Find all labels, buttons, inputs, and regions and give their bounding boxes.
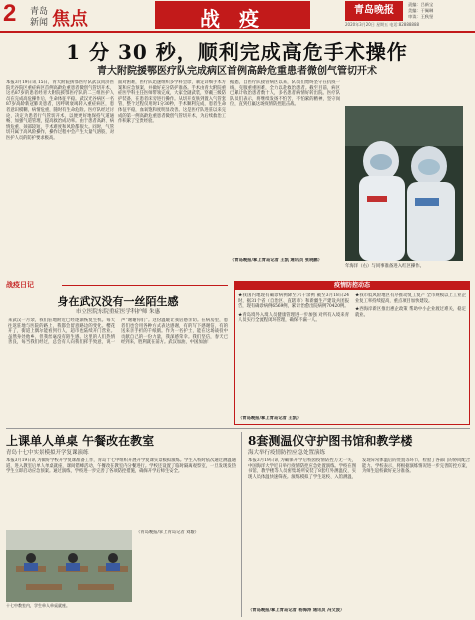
editor-credit: 责编：吕新宝 bbox=[408, 2, 434, 7]
main-headline: 1 分 30 秒，顺利完成高危手术操作 bbox=[66, 40, 408, 64]
main-article-byline: （青岛晚报/掌上青岛记者 王凯 通讯员 张晓鹏） bbox=[230, 258, 322, 263]
main-subheadline: 青大附院援鄂医疗队完成病区首例高龄危重患者微创气管切开术 bbox=[97, 66, 377, 77]
story2-title: 上课单人单桌 午餐改在教室 bbox=[6, 434, 155, 448]
masthead bbox=[0, 0, 475, 30]
photo-caption: 年海洋（右）与同事准备进入红区操作。 bbox=[345, 264, 425, 269]
diary-subtitle: 市立医院东院重症医学科护师 朱惠 bbox=[75, 309, 161, 315]
story3-byline: （青岛晚报/掌上青岛记者 杨海涛 通讯员 冯文波） bbox=[248, 608, 345, 613]
classroom-illustration bbox=[6, 530, 132, 602]
news-brief-item: ★我国内地现有确诊病例降至六千余例 截至3月18日24时，据31个省（自治区、直辖市）和新疆生产建设兵团报告，现有确诊病例6569例，累计治愈出院病例70420例。 bbox=[238, 293, 349, 310]
news-brief-header: 疫情防控动态 bbox=[234, 281, 470, 290]
medical-workers-photo bbox=[345, 106, 463, 261]
news-brief-item: ★青岛境外入境人员健康管理进一步加强 对所有入境来青人员实行全流程闭环管理，确保不漏一人。 bbox=[238, 312, 349, 324]
main-article-col1: 本报3月19日讯 15日，青大附院援鄂医疗队武汉同济医院光谷院区重症病区首例高龄危重患者微创气管切开术，这名87岁的患者经青大附院援鄂医疗队的二三组医护人员在完成高危操作后，生命体征平稳。武汉光谷病区一名87岁高龄新冠肺炎患者，因呼吸衰竭转入重症病区，患者意识模糊，病情危重，随时有生命危险。医疗队经过讨论，决定为患者行气管切开术，以便更好地保持气道通畅、加强气道管理，提高救治成功率。由于患者高龄、病情危重、颈部较短，手术难度和风险都很大。同时，气管切开属于高风险操作，操作过程中会产生大量气溶胶，对医护人员的防护要求极高。 bbox=[6, 80, 114, 141]
story2-subtitle: 青岛十七中实景模拟开学复课演练 bbox=[6, 450, 89, 456]
news-brief-item: ★我市低风险地区有序推动复工复产 全市规模以上工业企业复工率持续提高，重点项目加快建设。 bbox=[355, 293, 466, 304]
story2-byline: （青岛晚报/掌上青岛记者 刘璇） bbox=[136, 530, 199, 535]
section-label-line2: 新闻 bbox=[30, 18, 49, 28]
editor-credit: 审读：王秋坚 bbox=[408, 14, 434, 19]
story3-subtitle: 海大举行疫情防控应急处置演练 bbox=[248, 450, 326, 456]
story3-body: 本报3月19日讯 为确保开学后校园疫情防控万无一失，中国海洋大学近日举行疫情防控应急处置演练。学校在图书馆、教学楼等人员密集场所安装了8套红外测温仪，实现人员体温快速筛查。演练模拟了学生返校、入馆测温、发现异常体温后的处置等环节，检验了各部门的协同配合能力。学校表示，将根据演练情况进一步完善防控方案，为师生返校做好充分准备。 bbox=[248, 458, 470, 480]
editor-credit: 美编：于佩琳 bbox=[408, 8, 434, 13]
header-rule bbox=[0, 31, 475, 33]
diary-body: 来武汉一月余，我们驻地附近已经逐渐恢复生机。每天往返驻地与医院的路上，我都会留意路边的变化。樱花开了，街道上偶尔能看到行人，超市也陆续开门营业。虽然身处他乡，但我丝毫没有陌生感。这里的人们热情善良，每当我们经过，总会有人向我们挥手致意，说一声“谢谢你们”。这份温暖让我倍感亲切。在病房里，患者们也会用各种方式表达感谢，有的写下感谢信，有的送来亲手折的千纸鹤。作为一名护士，能在这场战役中贡献自己的一份力量，我深感荣幸。我们坚信，春天已经到来，胜利就在前方。武汉加油，中国加油！ bbox=[8, 318, 228, 346]
editor-credits bbox=[408, 2, 433, 20]
photo-illustration bbox=[345, 106, 463, 261]
banner-text: 战 疫 bbox=[200, 7, 265, 31]
main-article-col2: 面对困难，医疗队迅速组织多学科会诊，制定详细手术方案和应急预案，并做好充分防护准备。手术由青大附院重症医学科主任医师带领完成，大家全副武装，穿戴三级防护装备，在患者床旁进行操作。从切开皮肤到置入气管套管，整个过程仅用时1分30秒，手术顺利完成，患者生命体征平稳，血氧饱和度明显改善。这是医疗队进驻以来完成的第一例高龄危重患者微创气管切开术，为后续救治工作积累了宝贵经验。 bbox=[118, 80, 226, 125]
newspaper-logo: 青岛晚报 bbox=[345, 1, 403, 21]
section-divider bbox=[6, 428, 470, 429]
diary-rule bbox=[62, 285, 228, 286]
classroom-photo bbox=[6, 530, 132, 602]
section-label-line1: 青岛 bbox=[30, 7, 49, 17]
diary-tag: 战疫日记 bbox=[6, 281, 34, 289]
main-article-col3: 据悉，自医疗队接管病区以来，队员们始终坚守在抗疫一线，克服重重困难，全力以赴救治患者。截至目前，病区已累计收治患者数十人，多名患者病情好转出院。医疗队队员们表示，将继续发扬不怕苦、不怕累的精神，坚守岗位，直到打赢这场疫情防控阻击战。 bbox=[230, 80, 340, 108]
page-number: 2 bbox=[3, 0, 17, 27]
news-brief-footer: （青岛晚报/掌上青岛记者 王凯） bbox=[238, 416, 302, 421]
story2-body: 本报3月19日讯 为做好学校开学复课准备工作，青岛十七中组织开展开学复课实景模拟演练。学生入校时依次通过测温通道，进入教室后单人单桌就座，课间错峰活动，午餐改在教室内分餐进行。学校还设置了临时隔离观察室，一旦发现发热学生立即启动应急预案。通过演练，学校进一步完善了各项防控措施，确保开学后师生安全。 bbox=[6, 458, 236, 475]
banner-block bbox=[155, 1, 310, 29]
story3-title: 8套测温仪守护图书馆和教学楼 bbox=[248, 434, 413, 448]
news-brief-list bbox=[238, 293, 466, 415]
diary-title: 身在武汉没有一丝陌生感 bbox=[57, 295, 179, 308]
news-brief-item: ★西海岸新区推出惠企政策 帮助中小企业渡过难关，稳定就业。 bbox=[355, 307, 466, 318]
classroom-photo-caption: 十七中教室内，学生单人单桌就座。 bbox=[6, 603, 70, 608]
date-line: 2020年3月20日 星期五 电话:82888888 bbox=[345, 22, 420, 27]
section-title: 焦点 bbox=[52, 9, 88, 30]
column-divider bbox=[241, 432, 242, 617]
